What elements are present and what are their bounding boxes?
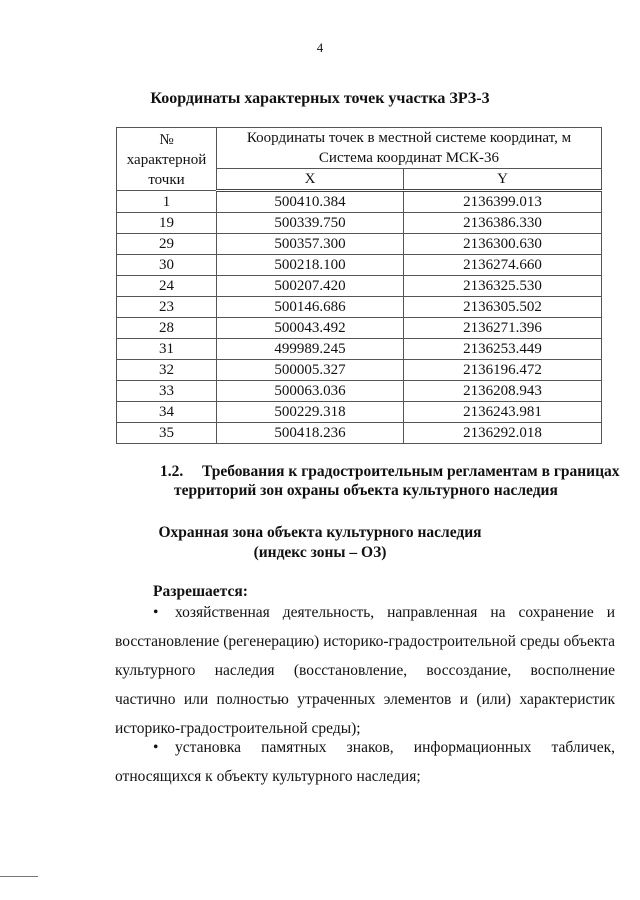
- cell-point: 29: [117, 234, 217, 255]
- cell-x: 500339.750: [217, 213, 404, 234]
- table-row: [117, 255, 602, 276]
- header-num-symbol: №: [159, 132, 174, 148]
- zone-title-line1: Охранная зона объекта культурного наследия: [158, 524, 482, 541]
- cell-x: 500218.100: [217, 255, 404, 276]
- table-row: [117, 381, 602, 402]
- cell-point: 23: [117, 297, 217, 318]
- bullet-icon: •: [153, 739, 159, 756]
- cell-y: 2136243.981: [404, 402, 602, 423]
- cell-y: 2136292.018: [404, 423, 602, 444]
- coordinates-table: [116, 127, 602, 444]
- section-title-line2: территорий зон охраны объекта культурного наследия: [174, 482, 558, 499]
- cell-point: 30: [117, 255, 217, 276]
- cell-y: 2136325.530: [404, 276, 602, 297]
- table-row: [117, 234, 602, 255]
- cell-x: 500043.492: [217, 318, 404, 339]
- cell-y: 2136305.502: [404, 297, 602, 318]
- cell-point: 35: [117, 423, 217, 444]
- table-row: [117, 423, 602, 444]
- cell-point: 33: [117, 381, 217, 402]
- cell-point: 19: [117, 213, 217, 234]
- section-title-line1: Требования к градостроительным регламентам в границах: [202, 463, 620, 480]
- table-row: [117, 318, 602, 339]
- table-row: [117, 402, 602, 423]
- cell-point: 24: [117, 276, 217, 297]
- cell-y: 2136208.943: [404, 381, 602, 402]
- zone-title-line2: (индекс зоны – ОЗ): [253, 544, 387, 561]
- cell-point: 34: [117, 402, 217, 423]
- page-number: 4: [316, 40, 324, 55]
- section-number: 1.2.: [160, 463, 184, 480]
- cell-y: 2136300.630: [404, 234, 602, 255]
- page-edge-divider: [0, 876, 38, 877]
- header-y: Y: [404, 169, 602, 191]
- list-item: [115, 598, 615, 743]
- cell-y: 2136274.660: [404, 255, 602, 276]
- header-coords-line1: Координаты точек в местной системе координат, м: [246, 130, 572, 146]
- cell-x: 500063.036: [217, 381, 404, 402]
- zone-title: [0, 523, 640, 563]
- table-row: [117, 213, 602, 234]
- cell-point: 1: [117, 191, 217, 213]
- table-row: [117, 191, 602, 213]
- cell-x: 500207.420: [217, 276, 404, 297]
- table-row: [117, 339, 602, 360]
- list-item: [115, 733, 615, 791]
- cell-y: 2136386.330: [404, 213, 602, 234]
- cell-y: 2136196.472: [404, 360, 602, 381]
- table-row: [117, 276, 602, 297]
- table-row: [117, 297, 602, 318]
- cell-x: 500146.686: [217, 297, 404, 318]
- header-point-number: [117, 128, 217, 191]
- cell-x: 499989.245: [217, 339, 404, 360]
- cell-point: 31: [117, 339, 217, 360]
- list-item-text: установка памятных знаков, информационных табличек, относящихся к объекту культурного наследия;: [115, 739, 615, 785]
- header-coordinates: [217, 128, 602, 169]
- list-item-text: хозяйственная деятельность, направленная на сохранение и восстановление (регенерацию) историко-градостроительной среды объекта культурного наследия (восстановление, воссоздание, восполнение частично или полностью утраченных элементов и (или) характеристик историко-градостроительной среды);: [115, 604, 615, 737]
- header-num-label-2: точки: [148, 172, 185, 188]
- cell-point: 32: [117, 360, 217, 381]
- cell-x: 500418.236: [217, 423, 404, 444]
- cell-x: 500005.327: [217, 360, 404, 381]
- cell-y: 2136399.013: [404, 191, 602, 213]
- header-x: X: [217, 169, 404, 191]
- header-num-label: характерной: [126, 152, 207, 168]
- table-title: Координаты характерных точек участка ЗРЗ-3: [150, 90, 490, 107]
- bullet-icon: •: [153, 604, 159, 621]
- allowed-label: Разрешается:: [153, 583, 248, 600]
- cell-point: 28: [117, 318, 217, 339]
- cell-x: 500229.318: [217, 402, 404, 423]
- cell-y: 2136271.396: [404, 318, 602, 339]
- cell-x: 500357.300: [217, 234, 404, 255]
- cell-x: 500410.384: [217, 191, 404, 213]
- header-coords-line2: Система координат МСК-36: [318, 150, 500, 166]
- cell-y: 2136253.449: [404, 339, 602, 360]
- section-heading: [160, 462, 620, 500]
- table-row: [117, 360, 602, 381]
